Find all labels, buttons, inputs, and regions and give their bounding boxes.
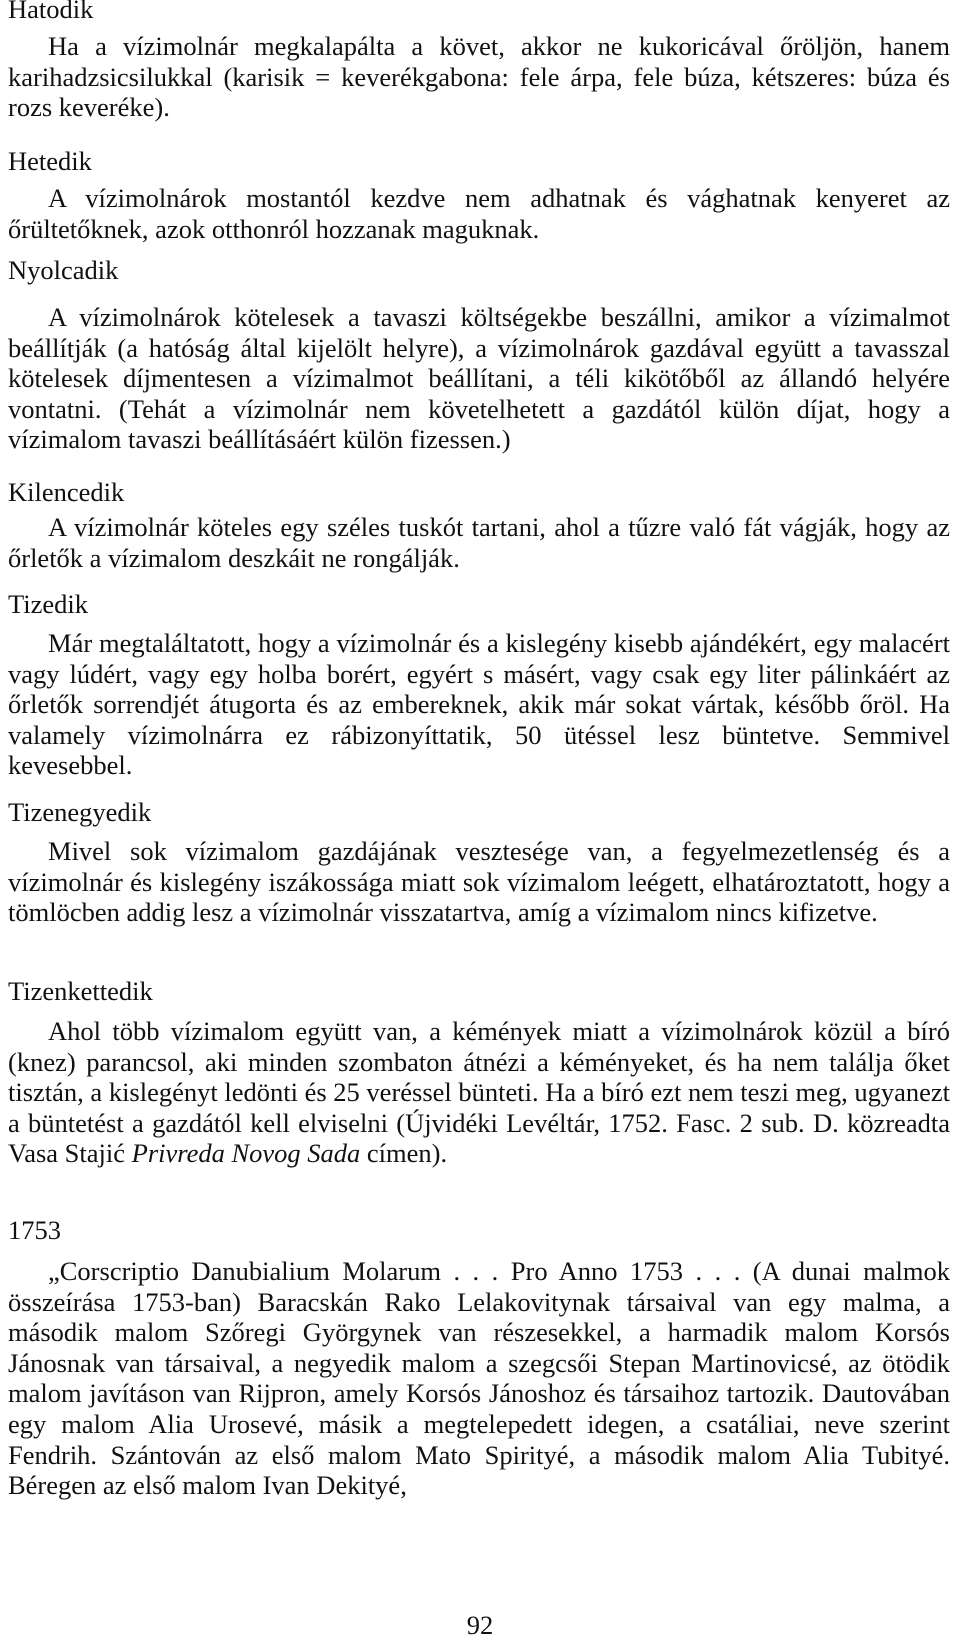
section-heading-hatodik: Hatodik: [8, 0, 94, 24]
section-heading-nyolcadik: Nyolcadik: [8, 255, 119, 285]
section-paragraph-tizenkettedik: [8, 1016, 950, 1169]
section-heading-tizenegyedik: Tizenegyedik: [8, 797, 152, 827]
section-heading-tizedik: Tizedik: [8, 589, 89, 619]
paragraph-text: Ahol több vízimalom együtt van, a kémények miatt a vízimolnárok közül a bíró (knez) parancsol, aki minden szombaton átnézi a kéményeket, és ha nem találja őket tisztán, a kislegényt ledönti és 25 veréssel bünteti. Ha a bíró ezt nem teszi meg, ugyanezt a büntetést a gazdától kell elviselni (Újvidéki Levéltár, 1752. Fasc. 2 sub. D. közreadta Vasa Stajić: [8, 1016, 950, 1169]
section-paragraph-nyolcadik: A vízimolnárok kötelesek a tavaszi költségekbe beszállni, amikor a vízimalmot beállítják (a hatóság által kijelölt helyre), a vízimolnárok gazdával együtt a tavasszal kötelesek díjmentesen a vízimalmot beállítani, a téli kikötőből az állandó helyére vontatni. (Tehát a vízimolnár nem követelhetett a gazdától külön díjat, hogy a vízimalom tavaszi beállításáért külön fizessen.): [8, 302, 950, 455]
section-paragraph-kilencedik: A vízimolnár köteles egy széles tuskót tartani, ahol a tűzre való fát vágják, hogy az őrletők a vízimalom deszkáit ne rongálják.: [8, 512, 950, 573]
section-heading-tizenkettedik: Tizenkettedik: [8, 976, 153, 1006]
paragraph-text-tail: címen).: [360, 1138, 448, 1169]
section-paragraph-tizedik: Már megtaláltatott, hogy a vízimolnár és a kislegény kisebb ajándékért, egy malacért vagy lúdért, vagy egy holba borért, egyért s másért, vagy csak egy liter pálinkáért az őrletők sorrendjét átugorta és az embereknek, akik már sokat vártak, később őröl. Ha valamely vízimolnárra ez rábizonyíttatik, 50 ütéssel lesz büntetve. Semmivel kevesebbel.: [8, 628, 950, 781]
section-paragraph-hatodik: Ha a vízimolnár megkalapálta a követ, akkor ne kukoricával őröljön, hanem karihadzsicsilukkal (karisik = keverékgabona: fele árpa, fele búza, kétszeres: búza és rozs keveréke).: [8, 31, 950, 123]
page-number: 92: [466, 1610, 494, 1640]
section-heading-1753: 1753: [8, 1215, 61, 1245]
section-paragraph-1753: „Corscriptio Danubialium Molarum . . . Pro Anno 1753 . . . (A dunai malmok összeírása 1753-ban) Baracskán Rako Lelakovitynak társaival van egy malma, a második malom Szőregi Györgynek van részesekkel, a harmadik malom Korsós Jánosnak van társaival, a negyedik malom a szegcsői Stepan Martinovicsé, az ötödik malom javításon van Rijpron, amely Korsós Jánoshoz és társaihoz tartozik. Dautovában egy malom Alia Urosevé, másik a megtelepedett idegen, a csatáliai, neve szerint Fendrih. Szántován az első malom Mato Spirityé, a második malom Alia Tubityé. Béregen az első malom Ivan Dekityé,: [8, 1256, 950, 1501]
section-paragraph-tizenegyedik: Mivel sok vízimalom gazdájának vesztesége van, a fegyelmezetlenség és a vízimolnár és kislegény iszákossága miatt sok vízimalom leégett, elhatároztatott, hogy a tömlöcben addig lesz a vízimolnár visszatartva, amíg a vízimalom nincs kifizetve.: [8, 836, 950, 928]
section-heading-hetedik: Hetedik: [8, 146, 92, 176]
section-paragraph-hetedik: A vízimolnárok mostantól kezdve nem adhatnak és vághatnak kenyeret az őrültetőknek, azok otthonról hozzanak maguknak.: [8, 183, 950, 244]
section-heading-kilencedik: Kilencedik: [8, 477, 125, 507]
italic-book-title: Privreda Novog Sada: [131, 1138, 361, 1169]
